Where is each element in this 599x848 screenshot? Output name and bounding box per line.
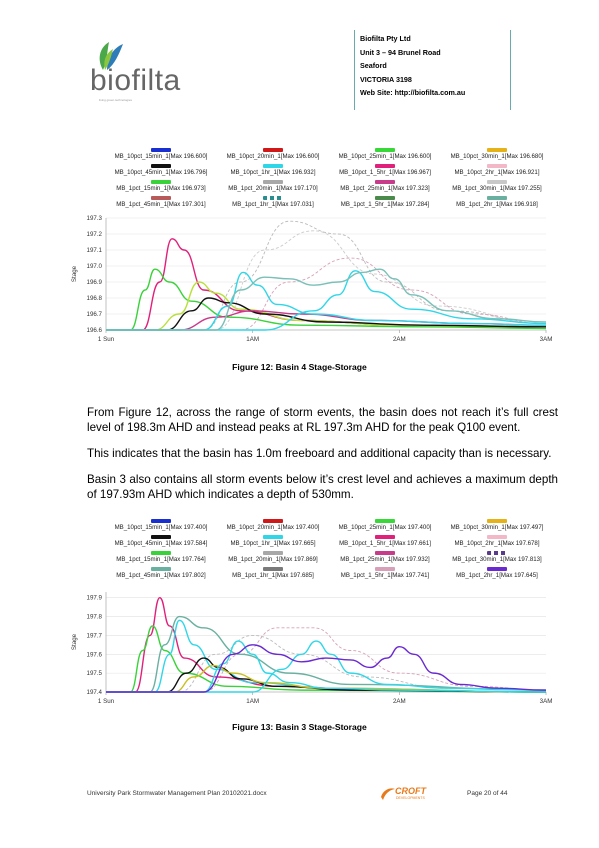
legend-label: MB_1pct_2hr_1[Max 196.918] xyxy=(456,201,538,208)
y-tick-label: 196.8 xyxy=(86,295,102,302)
legend-label: MB_10pct_2hr_1[Max 196.921] xyxy=(454,169,540,176)
legend-label: MB_1pct_45min_1[Max 197.301] xyxy=(116,201,206,208)
series-line xyxy=(106,221,546,330)
legend-entry xyxy=(105,551,217,563)
legend-swatch xyxy=(487,148,507,152)
paragraph: From Figure 12, across the range of storm events, the basin does not reach it’s full crest level of 198.3m AHD and instead peaks at RL 197.3m AHD for the peak Q100 event. xyxy=(87,406,558,434)
series-line xyxy=(106,626,546,692)
footer-document-name: University Park Stormwater Management Plan 20102021.docx xyxy=(87,790,267,797)
legend-label: MB_1pct_25min_1[Max 197.932] xyxy=(340,556,430,563)
figure-13-legend xyxy=(105,519,555,583)
series-line xyxy=(106,282,546,330)
x-tick-label: 1 Sun xyxy=(97,336,115,343)
legend-swatch xyxy=(151,567,171,571)
company-line: Seaford xyxy=(360,61,387,70)
legend-swatch xyxy=(151,551,171,555)
legend-swatch xyxy=(375,180,395,184)
legend-label: MB_10pct_30min_1[Max 197.497] xyxy=(450,524,544,531)
legend-entry xyxy=(217,196,329,208)
y-tick-label: 197.2 xyxy=(86,231,102,238)
legend-entry xyxy=(217,535,329,547)
legend-label: MB_10pct_15min_1[Max 197.400] xyxy=(114,524,208,531)
logo-tagline: living green technologies xyxy=(99,98,133,102)
croft-swoosh-icon xyxy=(380,787,396,801)
y-tick-label: 196.9 xyxy=(86,279,102,286)
paragraph: Basin 3 also contains all storm events below it’s crest level and achieves a maximum depth of 197.93m AHD which indicates a depth of 530mm. xyxy=(87,473,558,501)
legend-swatch xyxy=(487,180,507,184)
legend-swatch xyxy=(375,148,395,152)
legend-label: MB_10pct_45min_1[Max 197.584] xyxy=(114,540,208,547)
y-tick-label: 197.4 xyxy=(86,689,102,696)
legend-entry xyxy=(329,196,441,208)
figure-13-chart xyxy=(68,584,558,714)
legend-label: MB_10pct_1_5hr_1[Max 197.661] xyxy=(339,540,431,547)
series-line xyxy=(106,635,546,692)
x-tick-label: 3AM xyxy=(539,336,553,343)
legend-entry xyxy=(105,519,217,531)
legend-label: MB_1pct_30min_1[Max 197.813] xyxy=(452,556,542,563)
company-line: VICTORIA 3198 xyxy=(360,74,412,84)
legend-swatch xyxy=(151,196,171,200)
legend-entry xyxy=(329,180,441,192)
company-address xyxy=(360,32,465,100)
legend-swatch xyxy=(487,164,507,168)
legend-label: MB_10pct_1hr_1[Max 196.932] xyxy=(230,169,316,176)
company-website: Web Site: http://biofilta.com.au xyxy=(360,88,466,97)
legend-swatch xyxy=(487,519,507,523)
legend-entry xyxy=(441,180,553,192)
legend-entry xyxy=(329,551,441,563)
legend-swatch xyxy=(263,180,283,184)
legend-label: MB_1pct_45min_1[Max 197.802] xyxy=(116,572,206,579)
y-tick-label: 197.9 xyxy=(86,594,102,602)
legend-label: MB_10pct_20min_1[Max 197.400] xyxy=(226,524,320,531)
y-tick-label: 196.6 xyxy=(86,327,102,334)
legend-label: MB_10pct_25min_1[Max 197.400] xyxy=(338,524,432,531)
legend-entry xyxy=(329,164,441,176)
legend-swatch xyxy=(263,551,283,555)
legend-label: MB_1pct_20min_1[Max 197.170] xyxy=(228,185,318,192)
x-tick-label: 1AM xyxy=(246,698,260,705)
legend-label: MB_1pct_30min_1[Max 197.255] xyxy=(452,185,542,192)
y-tick-label: 197.0 xyxy=(86,263,102,270)
legend-swatch xyxy=(263,535,283,539)
legend-entry xyxy=(105,148,217,160)
croft-brand-text: CROFT xyxy=(395,786,426,796)
legend-swatch xyxy=(487,551,507,555)
legend-swatch xyxy=(151,148,171,152)
legend-entry xyxy=(441,567,553,579)
croft-logo xyxy=(380,785,440,803)
legend-entry xyxy=(217,148,329,160)
legend-swatch xyxy=(375,551,395,555)
legend-entry xyxy=(217,180,329,192)
legend-swatch xyxy=(375,519,395,523)
legend-label: MB_10pct_1hr_1[Max 197.665] xyxy=(230,540,316,547)
legend-entry xyxy=(329,519,441,531)
legend-label: MB_1pct_1hr_1[Max 197.685] xyxy=(232,572,314,579)
legend-entry xyxy=(217,567,329,579)
legend-swatch xyxy=(263,164,283,168)
legend-entry xyxy=(441,164,553,176)
legend-label: MB_1pct_20min_1[Max 197.869] xyxy=(228,556,318,563)
legend-label: MB_10pct_1_5hr_1[Max 196.967] xyxy=(339,169,431,176)
y-tick-label: 197.6 xyxy=(86,651,102,659)
legend-swatch xyxy=(487,567,507,571)
biofilta-logo-text: biofilta xyxy=(90,64,181,97)
legend-swatch xyxy=(375,196,395,200)
legend-entry xyxy=(105,180,217,192)
legend-label: MB_1pct_1_5hr_1[Max 197.284] xyxy=(340,201,430,208)
legend-label: MB_1pct_2hr_1[Max 197.645] xyxy=(456,572,538,579)
y-tick-label: 197.7 xyxy=(86,632,102,640)
legend-entry xyxy=(329,148,441,160)
legend-entry xyxy=(217,164,329,176)
paragraph: This indicates that the basin has 1.0m freeboard and additional capacity than is necessary. xyxy=(87,447,552,460)
legend-label: MB_1pct_1hr_1[Max 197.031] xyxy=(232,201,314,208)
legend-entry xyxy=(105,535,217,547)
y-tick-label: 197.8 xyxy=(86,613,102,621)
y-axis-label: Stage xyxy=(71,265,78,283)
x-tick-label: 1AM xyxy=(246,336,260,343)
x-tick-label: 1 Sun xyxy=(97,698,115,705)
y-axis-label: Stage xyxy=(71,633,78,651)
legend-swatch xyxy=(263,148,283,152)
figure-12-chart xyxy=(68,210,558,350)
legend-label: MB_1pct_15min_1[Max 197.764] xyxy=(116,556,206,563)
legend-entry xyxy=(441,196,553,208)
y-tick-label: 197.3 xyxy=(86,215,102,222)
legend-label: MB_1pct_1_5hr_1[Max 197.741] xyxy=(340,572,430,579)
header xyxy=(0,0,599,110)
legend-swatch xyxy=(487,196,507,200)
legend-label: MB_1pct_25min_1[Max 197.323] xyxy=(340,185,430,192)
legend-label: MB_10pct_20min_1[Max 196.600] xyxy=(226,153,320,160)
legend-entry xyxy=(441,519,553,531)
legend-entry xyxy=(441,535,553,547)
legend-entry xyxy=(105,196,217,208)
legend-swatch xyxy=(151,180,171,184)
series-line xyxy=(106,598,546,692)
legend-swatch xyxy=(151,519,171,523)
legend-swatch xyxy=(263,567,283,571)
legend-swatch xyxy=(263,196,283,200)
legend-entry xyxy=(105,567,217,579)
legend-label: MB_10pct_15min_1[Max 196.600] xyxy=(114,153,208,160)
header-divider-right xyxy=(510,30,511,110)
legend-entry xyxy=(329,567,441,579)
legend-swatch xyxy=(375,535,395,539)
legend-entry xyxy=(217,519,329,531)
legend-swatch xyxy=(487,535,507,539)
x-tick-label: 2AM xyxy=(392,698,406,705)
figure-13-caption: Figure 13: Basin 3 Stage-Storage xyxy=(232,722,367,732)
legend-label: MB_10pct_2hr_1[Max 197.678] xyxy=(454,540,540,547)
legend-entry xyxy=(329,535,441,547)
legend-entry xyxy=(441,551,553,563)
x-tick-label: 2AM xyxy=(392,336,406,343)
y-tick-label: 197.1 xyxy=(86,247,102,254)
figure-12-legend xyxy=(105,148,555,212)
figure-12-caption: Figure 12: Basin 4 Stage-Storage xyxy=(232,362,367,372)
legend-swatch xyxy=(151,535,171,539)
legend-entry xyxy=(441,148,553,160)
legend-label: MB_1pct_15min_1[Max 196.973] xyxy=(116,185,206,192)
croft-brand-subtext: DEVELOPMENTS xyxy=(396,796,425,800)
legend-swatch xyxy=(375,567,395,571)
y-tick-label: 196.7 xyxy=(86,311,102,318)
legend-label: MB_10pct_45min_1[Max 196.796] xyxy=(114,169,208,176)
y-tick-label: 197.5 xyxy=(86,670,102,678)
series-line xyxy=(106,628,546,692)
page-number: Page 20 of 44 xyxy=(467,790,508,797)
legend-swatch xyxy=(375,164,395,168)
company-line: Biofilta Pty Ltd xyxy=(360,34,411,43)
company-line: Unit 3 – 94 Brunel Road xyxy=(360,47,441,57)
header-divider-left xyxy=(354,30,355,110)
x-tick-label: 3AM xyxy=(539,698,553,705)
legend-swatch xyxy=(263,519,283,523)
legend-label: MB_10pct_25min_1[Max 196.600] xyxy=(338,153,432,160)
legend-label: MB_10pct_30min_1[Max 196.680] xyxy=(450,153,544,160)
legend-swatch xyxy=(151,164,171,168)
legend-entry xyxy=(105,164,217,176)
legend-entry xyxy=(217,551,329,563)
